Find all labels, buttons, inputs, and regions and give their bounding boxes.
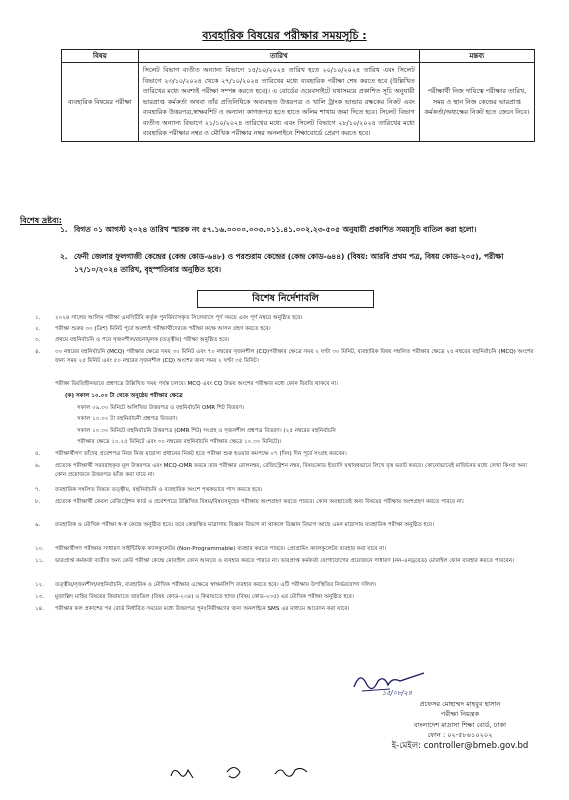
special-note-number: ১.	[60, 225, 68, 234]
instruction-text: পরীক্ষা বিরতিহীনভাবে প্রশ্নপত্রে উল্লিখিত সময় পর্যন্ত চলবে। MCQ এবং CQ উভয় অংশের পরীক্ষার মধ্যে কোন বিরতি থাকবে না।	[55, 381, 339, 387]
special-note-item	[60, 224, 544, 237]
instruction-number: ৬.	[35, 463, 41, 469]
instruction-item	[35, 498, 535, 507]
instruction-text: সকাল ১০.৩০ মিনিটে বহুনির্বাচনি উত্তরপত্র (OMR শিট) সংগ্রহ ও সৃজনশীল প্রশ্নপত্র বিতরণ। (২৫ নম্বরের বহুনির্বাচনি	[77, 428, 336, 434]
practical-exam-schedule-table	[61, 49, 535, 142]
instruction-item	[35, 605, 535, 614]
instruction-text: ব্যবহারিক ও মৌখিক পরীক্ষা স্ব-স্ব কেন্দ্রে অনুষ্ঠিত হবে। তবে কেন্দ্রস্থিত মাদ্রাসায় বিজ্ঞান বিভাগ না থাকলে বিজ্ঞান বিভাগ আছে এমন মাদ্রাসায় ব্যবহারিক পরীক্ষা অনুষ্ঠিত হবে।	[55, 522, 434, 528]
header-remark: মন্তব্য	[419, 50, 534, 63]
instruction-item	[35, 521, 535, 530]
instruction-number: ৫.	[35, 451, 41, 457]
instruction-text: ৩০ নম্বরের বহুনির্বাচনি (MCQ) পরীক্ষার ক্ষেত্রে সময় ৩০ মিনিট এবং ৭০ নম্বরের সৃজনশীল (CQ)পরীক্ষার ক্ষেত্রে সময় ২ ঘণ্টা ৩০ মিনিট, ব্যবহারিক বিষয় সম্বলিত পরীক্ষার ক্ষেত্রে ২৫ নম্বরের বহুনির্বাচনি (MCQ) অংশের জন্য সময় ২৫ মিনিট এবং ৫০ নম্বরের সৃজনশীল (CQ) অংশের জন্য সময় ২ ঘণ্টা ৩৫ মিনিট।	[55, 349, 534, 364]
instruction-number: ৩.	[35, 337, 41, 343]
initial-mark	[168, 762, 196, 784]
cell-remark: পরীক্ষার্থী নিজ দায়িত্বে পরীক্ষার তারিখ, সময় ও স্থান নিজ কেন্দ্রের ভারপ্রাপ্ত কর্মকর্তা/অধ্যক্ষের নিকট হতে জেনে নিবে।	[419, 63, 534, 142]
instruction-text: প্রথমে বহুনির্বাচনি ও পরে সৃজনশীল/রচনামূলক (তত্ত্বীয়) পরীক্ষা অনুষ্ঠিত হবে।	[55, 337, 230, 343]
instruction-number: ১.	[35, 315, 41, 321]
special-note-number: ২.	[60, 252, 68, 261]
signature-block	[360, 688, 560, 751]
instruction-item	[55, 380, 535, 389]
instruction-number: ২.	[35, 326, 41, 332]
header-date: তারিখ	[138, 50, 419, 63]
instruction-subitem	[55, 404, 557, 413]
instruction-number: ১৪.	[35, 606, 45, 612]
signature-date: ১৫/০৮/২৪	[382, 689, 413, 697]
instruction-subitem	[55, 415, 557, 424]
special-note-heading: বিশেষ দ্রষ্টব্য:	[20, 216, 62, 225]
instruction-text: পরীক্ষার্থীগণ পরীক্ষায় সাধারণ সাইন্টিফিক ক্যালকুলেটর (Non-Programmable) ব্যবহার করতে পারবে। প্রোগ্রামিং ক্যালকুলেটর ব্যবহার করা যাবে না।	[55, 546, 387, 552]
initial-mark	[223, 762, 245, 784]
signatory-designation: পরীক্ষা নিয়ন্ত্রক	[440, 710, 480, 718]
instruction-item	[35, 486, 535, 495]
instruction-item	[35, 545, 535, 554]
instruction-item	[35, 314, 535, 323]
initial-mark	[273, 762, 309, 784]
signatory-email: ই-মেইল: controller@bmeb.gov.bd	[391, 740, 529, 751]
instruction-text: সকাল ১০.০০ টা বহুনির্বাচনী প্রশ্নপত্র বিতরণ।	[77, 416, 178, 422]
instruction-text: ব্যবহারিক সম্বলিত বিষয়ে তত্ত্বীয়, বহুনির্বাচনি ও ব্যবহারিক অংশে পৃথকভাবে পাস করতে হবে।	[55, 487, 263, 493]
cell-subject: ব্যবহারিক বিষয়ের পরীক্ষা	[62, 63, 139, 142]
signatory-phone: ফোন : ০২-৫৮৬১০২০২	[427, 731, 493, 739]
instruction-text: ভারপ্রাপ্ত কর্মকর্তা ব্যতীত অন্য কেউ পরীক্ষা কেন্দ্রে মোবাইল ফোন আনতে ও ব্যবহার করতে পারবে না। ভারপ্রাপ্ত কর্মকর্তা যোগাযোগের প্রয়োজনে সাধারণ (নন-এনড্রয়েড) মোবাইল ফোন ব্যবহার করতে পারবেন।	[55, 558, 515, 564]
instruction-item	[35, 325, 535, 334]
instruction-item	[35, 581, 535, 590]
instruction-number: ৭.	[35, 487, 41, 493]
instruction-item	[35, 557, 535, 566]
instruction-number: ৯.	[35, 522, 41, 528]
instruction-subitem	[55, 392, 545, 401]
instruction-subitem	[55, 438, 557, 447]
instruction-text: পরীক্ষার্থীগণ তাঁদের প্রবেশপত্র নিজ নিজ মাদ্রাসা প্রধানের নিকট হতে পরীক্ষা শুরু হওয়ার কমপক্ষে ০৭ (দিন) দিন পূর্বে সংগ্রহ করবেন।	[55, 451, 347, 457]
instruction-text: তত্ত্বীয়/সৃজনশীল/বহুনির্বাচনি, ব্যবহারিক ও মৌখিক পরীক্ষার এক্ষেত্রে স্বাক্ষরলিপি ব্যবহার করতে হবে। এটি পরীক্ষায় উপস্থিতির নির্ভরযোগ্য দলিল।	[55, 582, 377, 588]
instruction-item	[35, 593, 535, 602]
instruction-text: মুজাল্লিদ মাহির বিষয়ের কিরায়াতে তারতিল (বিষয় কোড-২৩৪) ও কিরায়াতে হাদর (বিষয় কোড-২৩৫) এর মৌখিক পরীক্ষা অনুষ্ঠিত হবে।	[55, 594, 354, 600]
instruction-number: ৪.	[35, 349, 41, 355]
table-header-row	[62, 50, 535, 63]
instruction-item	[35, 348, 535, 366]
instruction-text: সকাল ০৯.৩০ মিনিটে অলিখিত উত্তরপত্র ও বহুনির্বাচনি OMR শিট বিতরণ।	[77, 405, 244, 411]
instruction-item	[35, 462, 535, 480]
header-subject: বিষয়	[62, 50, 139, 63]
signatory-organization: বাংলাদেশ মাদ্রাসা শিক্ষা বোর্ড, ঢাকা	[413, 720, 507, 729]
instruction-text: পরীক্ষা শুরুর ৩০ (ত্রিশ) মিনিট পূর্বে অবশ্যই পরীক্ষার্থীদেরকে পরীক্ষা কক্ষে আসন গ্রহণ করতে হবে।	[55, 326, 271, 332]
instructions-heading: বিশেষ নির্দেশাবলি	[197, 290, 374, 308]
instruction-item	[35, 450, 535, 459]
instruction-number: ৮.	[35, 499, 41, 505]
instruction-text: পরীক্ষার ক্ষেত্রে ১০.২৫ মিনিটে এবং ৩০ নম্বরের বহুনির্বাচনি পরীক্ষার ক্ষেত্রে ১০.৩০ মিনিটে)।	[77, 439, 282, 445]
instruction-number: ১৩.	[35, 594, 45, 600]
instruction-item	[35, 336, 535, 345]
instruction-text: (ক) সকাল ১০.০০ টা থেকে অনুষ্ঠেয় পরীক্ষার ক্ষেত্রে	[65, 393, 183, 399]
special-note-item	[60, 251, 544, 276]
instruction-text: ২০২৪ সালের আলিম পরীক্ষা এনসিটিবি কর্তৃক পুনর্বিন্যাসকৃত সিলেবাসে পূর্ণ সময়ে এবং পূর্ণ নম্বরে অনুষ্ঠিত হবে।	[55, 315, 303, 321]
special-note-text: ফেনী জেলার ফুলগাজী কেন্দ্রের (কেন্দ্র কোড-৬৪৮) ও পরশুরাম কেন্দ্রের (কেন্দ্র কোড-৬৪৪) (বিষয়: আরবি প্রথম পত্র, বিষয় কোড-২০৫), পরীক্ষা ১৭/১০/২০২৪ তারিখ, বৃহস্পতিবার অনুষ্ঠিত হবে।	[74, 252, 504, 274]
cell-dates: সিলেট বিভাগ ব্যতীত অন্যান্য বিভাগে ১৫/১০/২০২৪ তারিখ হতে ২০/১০/২০২৪ তারিখ এবং সিলেট বিভাগে ২৩/১০/২০২৪ থেকে ২৭/১০/২০২৪ তারিখের মধ্যে ব্যবহারিক পরীক্ষা শেষ করতে হবে (উল্লিখিত তারিখের মধ্যে অবশ্যই পরীক্ষা সম্পন্ন করতে হবে)। এ বোর্ডের ওয়েবসাইটে যথাসময়ে প্রকাশিত সূচি অনুযায়ী ভারপ্রাপ্ত কর্মকর্তা অথবা তাঁর প্রতিনিধিকে অব্যবহৃত উত্তরপত্র ও খালি ট্রাংক ভান্ডার রক্ষকের নিকট এবং ব্যবহারিক উত্তরপত্র,স্বাক্ষরশিট ও অন্যান্য কাগজপত্র হতে হাতে অলিম শাখায় জমা দিতে হবে। সিলেট বিভাগ ব্যতীত অন্যান্য বিভাগে ২১/১০/২০২৪ তারিখের মধ্যে এবং সিলেট বিভাগে ২৮/১০/২০২৪ তারিখের মধ্যে ব্যবহারিক পরীক্ষার নম্বর ও মৌখিক পরীক্ষার নম্বর অনলাইনে শিক্ষাবোর্ডে প্রেরণ করতে হবে।	[138, 63, 419, 142]
instruction-subitem	[55, 427, 557, 436]
page-title: ব্যবহারিক বিষয়ের পরীক্ষার সময়সূচি :	[202, 29, 367, 42]
instruction-number: ১১.	[35, 558, 45, 564]
instruction-number: ১০.	[35, 546, 45, 552]
instruction-text: প্রত্যেক পরীক্ষার্থী কেবল রেজিস্ট্রেশন কার্ড ও প্রবেশপত্রে উল্লিখিত বিষয়/বিষয়সমূহের পরীক্ষায় অংশগ্রহণ করতে পারবে। কোন অবস্থাতেই অন্য বিষয়ের পরীক্ষায় অংশগ্রহণ করতে পারবে না।	[55, 499, 464, 505]
signatory-name: প্রফেসর মোহাম্মদ মাহবুব হাসান	[419, 699, 501, 708]
special-note-text: বিগত ০১ আগস্ট ২০২৪ তারিখ স্মারক নং ৫৭.১৬.০০০০.০০৩.০১১.৪১.০০২.২৩-৫০৫ অনুযায়ী প্রকাশিত সময়সূচি বাতিল করা হলো।	[74, 225, 477, 234]
table-row	[62, 63, 535, 142]
instruction-text: পরীক্ষার ফল প্রকাশের পর বোর্ড নির্ধারিত সময়ের মধ্যে উত্তরপত্র পুনঃনিরীক্ষণের জন্য অনলাইনে SMS এর মাধ্যমে আবেদন করা যাবে।	[55, 606, 350, 612]
instruction-text: প্রত্যেক পরীক্ষার্থী সরবরাহকৃত মূল উত্তরপত্র এবং MCQ-OMR ফরমে তার পরীক্ষার রোলনম্বর, রেজিস্ট্রেশন নম্বর, বিষয়কোড ইত্যাদি যথাযথভাবে লিখে বৃত্ত ভরাট করবে। কোনোভাবেই মার্জিনের মধ্যে লেখা কিংবা অন্য কোন প্রয়োজনে উত্তরপত্র ভাঁজ করা যাবে না।	[55, 463, 528, 478]
instruction-number: ১২.	[35, 582, 45, 588]
